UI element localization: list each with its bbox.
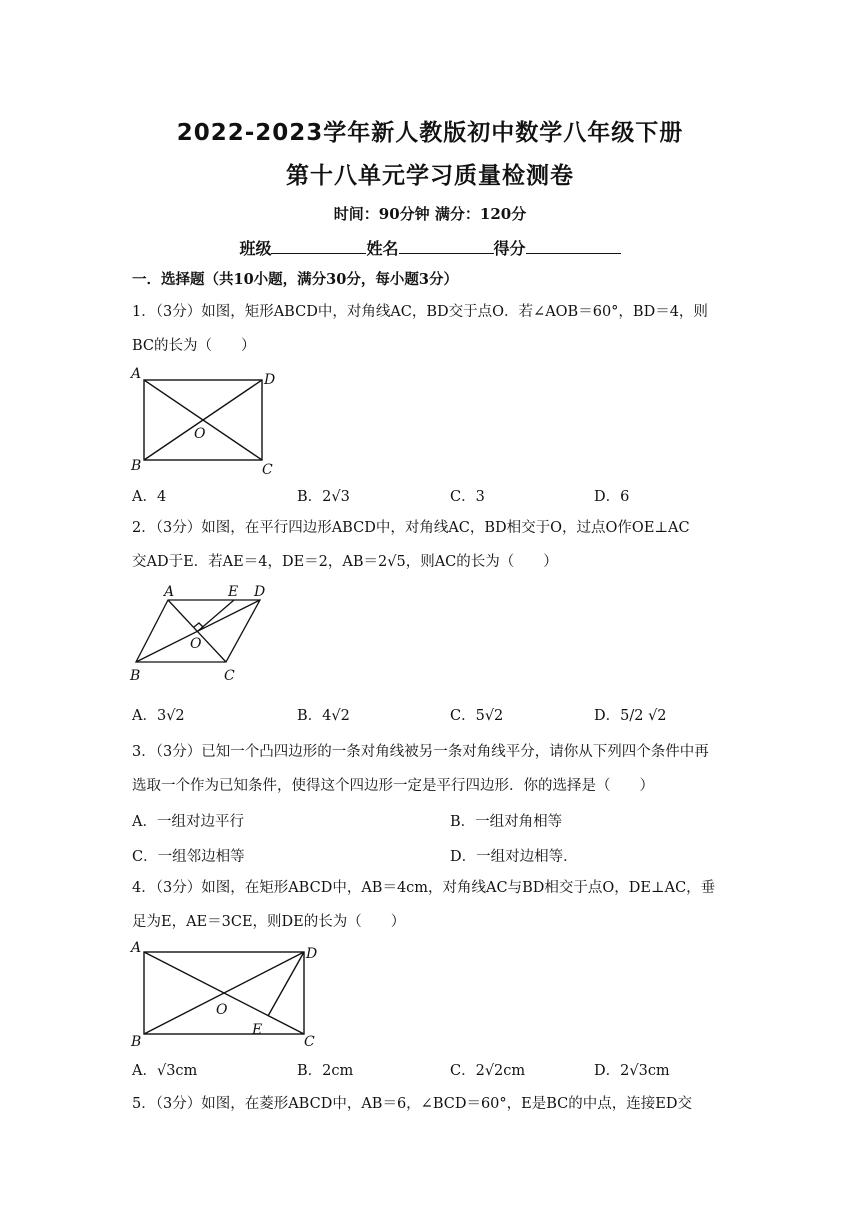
label-a: A xyxy=(131,940,142,956)
score-blank[interactable] xyxy=(526,239,621,254)
question-2-figure xyxy=(128,580,278,685)
label-o: O xyxy=(216,1002,228,1018)
question-4-figure xyxy=(128,938,328,1050)
question-3-option-c[interactable]: C．一组邻边相等 xyxy=(132,849,245,865)
question-4-option-c[interactable]: C．2√2cm xyxy=(450,1063,526,1079)
label-d: D xyxy=(264,372,276,388)
document-subtitle: 第十八单元学习质量检测卷 xyxy=(286,163,574,189)
label-a: A xyxy=(131,366,142,382)
question-2-line-1: 2．（3分）如图，在平行四边形ABCD中，对角线AC，BD相交于O，过点O作OE⊥AC xyxy=(132,520,690,536)
question-3-option-d[interactable]: D．一组对边相等． xyxy=(450,849,578,865)
student-fields xyxy=(0,236,860,259)
question-2-option-b[interactable]: B．4√2 xyxy=(297,708,350,724)
question-1-option-b[interactable]: B．2√3 xyxy=(297,489,350,505)
question-1-figure xyxy=(128,362,278,477)
question-4-option-a[interactable]: A．√3cm xyxy=(132,1063,198,1079)
score-label: 得分 xyxy=(493,239,526,258)
question-3-option-a[interactable]: A．一组对边平行 xyxy=(132,814,244,830)
label-b: B xyxy=(131,1034,142,1050)
exam-meta: 时间：90分钟 满分：120分 xyxy=(333,205,527,223)
question-4-line-2: 足为E，AE＝3CE，则DE的长为（ ） xyxy=(132,914,406,930)
question-4-option-d[interactable]: D．2√3cm xyxy=(594,1063,670,1079)
question-1-line-2: BC的长为（ ） xyxy=(132,338,256,354)
question-2-option-a[interactable]: A．3√2 xyxy=(132,708,185,724)
document-title: 2022-2023学年新人教版初中数学八年级下册 xyxy=(176,120,684,146)
question-4-option-b[interactable]: B．2cm xyxy=(297,1063,354,1079)
label-c: C xyxy=(304,1034,315,1050)
question-2-option-c[interactable]: C．5√2 xyxy=(450,708,504,724)
class-label: 班级 xyxy=(239,239,272,258)
question-1-option-c[interactable]: C．3 xyxy=(450,489,485,505)
question-2-line-2: 交AD于E．若AE＝4，DE＝2，AB＝2√5，则AC的长为（ ） xyxy=(132,554,558,570)
label-b: B xyxy=(130,668,141,684)
question-5-line-1: 5．（3分）如图，在菱形ABCD中，AB＝6，∠BCD＝60°，E是BC的中点，连接ED交 xyxy=(132,1096,692,1112)
label-e: E xyxy=(252,1022,263,1038)
label-d: D xyxy=(254,584,266,600)
name-blank[interactable] xyxy=(399,239,494,254)
question-1-option-d[interactable]: D．6 xyxy=(594,489,630,505)
name-label: 姓名 xyxy=(366,239,399,258)
question-4-line-1: 4．（3分）如图，在矩形ABCD中，AB＝4cm，对角线AC与BD相交于点O，DE⊥AC，垂 xyxy=(132,880,716,896)
section-heading: 一．选择题（共10小题，满分30分，每小题3分） xyxy=(132,271,458,288)
label-d: D xyxy=(306,946,318,962)
question-3-option-b[interactable]: B．一组对角相等 xyxy=(450,814,563,830)
label-o: O xyxy=(190,636,202,652)
question-1-line-1: 1．（3分）如图，矩形ABCD中，对角线AC，BD交于点O．若∠AOB＝60°，BD＝4，则 xyxy=(132,304,708,320)
question-3-line-1: 3．（3分）已知一个凸四边形的一条对角线被另一条对角线平分，请你从下列四个条件中再 xyxy=(132,744,709,760)
label-o: O xyxy=(194,426,206,442)
label-e: E xyxy=(228,584,239,600)
label-c: C xyxy=(224,668,235,684)
label-a: A xyxy=(164,584,175,600)
question-3-line-2: 选取一个作为已知条件，使得这个四边形一定是平行四边形．你的选择是（ ） xyxy=(132,778,654,794)
question-2-option-d[interactable]: D．5/2 √2 xyxy=(594,708,667,724)
class-blank[interactable] xyxy=(271,239,366,254)
label-c: C xyxy=(262,462,273,477)
label-b: B xyxy=(131,458,142,474)
question-1-option-a[interactable]: A．4 xyxy=(132,489,167,505)
